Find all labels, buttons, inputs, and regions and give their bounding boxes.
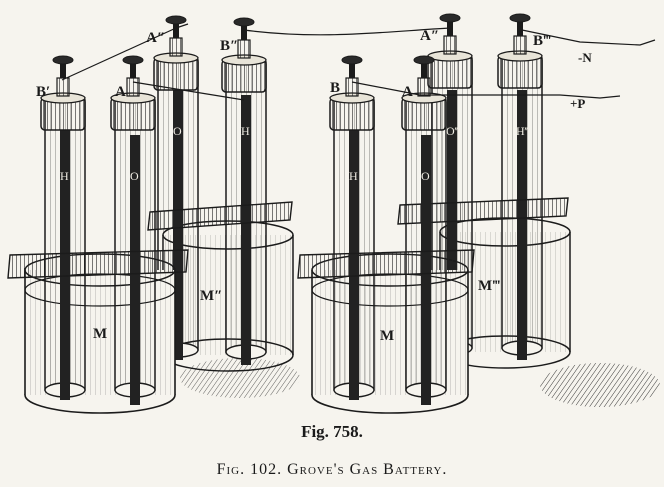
tube-label-h4: H‴ bbox=[516, 124, 530, 138]
tube-label-h2: H bbox=[241, 124, 250, 138]
jar-label-m4: M‴ bbox=[478, 278, 501, 294]
label-a2: A″ bbox=[146, 30, 166, 46]
tube-label-h1: H bbox=[60, 169, 69, 183]
jar-label-m2: M″ bbox=[200, 288, 223, 304]
label-a3: A bbox=[402, 84, 413, 100]
tube-label-o4: O‴ bbox=[446, 124, 460, 138]
figure-caption: Fig. 102. Grove's Gas Battery. bbox=[216, 461, 448, 478]
label-b2: B″ bbox=[220, 38, 239, 54]
label-b3: B bbox=[330, 80, 341, 96]
jar-label-m3: M bbox=[380, 328, 395, 344]
terminal-negative: -N bbox=[578, 50, 592, 65]
label-a4: A″ bbox=[420, 28, 440, 44]
label-a1: A bbox=[115, 84, 126, 100]
terminal-positive: +P bbox=[570, 96, 586, 111]
label-b4: B‴ bbox=[533, 33, 552, 49]
tube-label-o2: O bbox=[173, 124, 182, 138]
label-b1: B′ bbox=[36, 84, 51, 100]
figure-number: Fig. 758. bbox=[301, 422, 363, 441]
tube-label-o1: O bbox=[130, 169, 139, 183]
jar-label-m1: M bbox=[93, 326, 108, 342]
tube-label-h3: H bbox=[349, 169, 358, 183]
tube-label-o3: O bbox=[421, 169, 430, 183]
